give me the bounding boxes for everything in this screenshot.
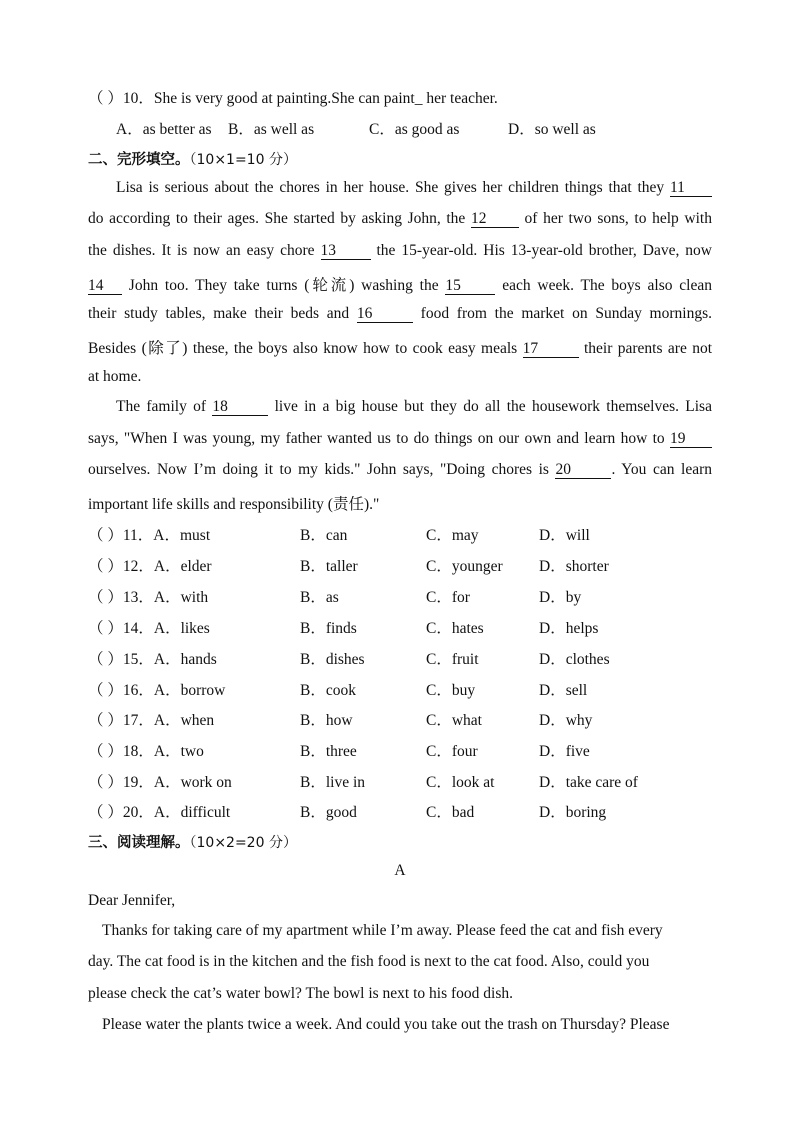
question-row-11 (88, 523, 728, 543)
question-row-17 (88, 708, 728, 728)
q10-option-c: C．as good as (369, 121, 460, 138)
cloze-text: their study tables, make their beds and (88, 305, 357, 322)
blank-15: 15 (445, 278, 495, 295)
section-3-heading (88, 831, 297, 852)
option-d: D．clothes (539, 651, 610, 668)
blank-12: 12 (471, 211, 519, 228)
option-c: C．what (426, 712, 482, 729)
option-d: D．helps (539, 620, 599, 637)
option-c: C．younger (426, 558, 503, 575)
question-10-text: （ ）10．She is very good at painting.She can paint_ her teacher. (88, 90, 498, 107)
option-c: C．may (426, 527, 479, 544)
cloze-line-2 (88, 210, 712, 228)
question-row-18 (88, 739, 728, 759)
question-number: （ ）13．A．with (88, 589, 209, 606)
letter-line-2: day. The cat food is in the kitchen and the fish food is next to the cat food. Also, could you (88, 953, 650, 970)
letter-line-3: please check the cat’s water bowl? The bowl is next to his food dish. (88, 985, 513, 1002)
blank-13: 13 (321, 243, 371, 260)
cloze-text: ourselves. Now I’m doing it to my kids." John says, "Doing chores is (88, 461, 556, 478)
question-row-13 (88, 585, 728, 605)
section-2-score: （10×1=10 分） (189, 152, 297, 168)
cloze-text: John too. They take turns (轮流) washing the (122, 277, 446, 294)
passage-label: A (394, 862, 406, 879)
option-d: D．will (539, 527, 590, 544)
cloze-line-7 (88, 368, 141, 386)
cloze-line-6 (88, 336, 712, 358)
option-c: C．for (426, 589, 470, 606)
question-number: （ ）11．A．must (88, 527, 211, 544)
blank-17: 17 (523, 341, 579, 358)
option-b: B．dishes (300, 651, 365, 668)
option-b: B．can (300, 527, 348, 544)
question-row-14 (88, 616, 728, 636)
question-row-15 (88, 647, 728, 667)
option-c: C．four (426, 743, 478, 760)
option-b: B．taller (300, 558, 358, 575)
q10-option-b: B．as well as (228, 121, 315, 138)
cloze-text: their parents are not (578, 340, 713, 357)
question-row-16 (88, 678, 728, 698)
cloze-text: important life skills and responsibility (责任)." (88, 496, 380, 513)
option-b: B．cook (300, 682, 356, 699)
blank-19: 19 (670, 431, 712, 448)
question-row-20 (88, 800, 728, 820)
letter-line-1: Thanks for taking care of my apartment while I’m away. Please feed the cat and fish every (102, 922, 663, 939)
cloze-text: food from the market on Sunday mornings. (412, 305, 712, 322)
option-d: D．boring (539, 804, 607, 821)
section-2-title: 二、完形填空。 (88, 152, 190, 168)
cloze-text: The family of (116, 398, 213, 415)
option-d: D．take care of (539, 774, 638, 791)
question-row-12 (88, 554, 728, 574)
letter-line-4: Please water the plants twice a week. And could you take out the trash on Thursday? Please (102, 1016, 670, 1033)
option-b: B．how (300, 712, 353, 729)
cloze-text: . You can learn (611, 461, 712, 478)
option-b: B．three (300, 743, 357, 760)
cloze-text: Besides (除了) these, the boys also know how to cook easy meals (88, 340, 523, 357)
option-b: B．live in (300, 774, 366, 791)
cloze-line-11 (88, 492, 379, 514)
option-b: B．as (300, 589, 339, 606)
option-d: D．sell (539, 682, 588, 699)
option-d: D．why (539, 712, 593, 729)
section-3-title: 三、阅读理解。 (88, 835, 190, 851)
question-number: （ ）12．A．elder (88, 558, 212, 575)
option-d: D．shorter (539, 558, 609, 575)
option-c: C．look at (426, 774, 495, 791)
q10-option-d: D．so well as (508, 121, 596, 138)
cloze-line-3 (88, 242, 712, 260)
question-number: （ ）16．A．borrow (88, 682, 226, 699)
option-b: B．finds (300, 620, 357, 637)
section-3-score: （10×2=20 分） (189, 835, 297, 851)
section-2-heading (88, 148, 297, 169)
question-row-19 (88, 770, 728, 790)
cloze-text: says, "When I was young, my father wanted us to do things on our own and learn how to (88, 430, 670, 447)
cloze-line-4 (88, 273, 712, 295)
question-number: （ ）18．A．two (88, 743, 204, 760)
question-number: （ ）20．A．difficult (88, 804, 231, 821)
cloze-text: at home. (88, 368, 142, 385)
cloze-text: of her two sons, to help with (518, 210, 712, 227)
blank-20: 20 (555, 462, 611, 479)
cloze-text: Lisa is serious about the chores in her house. She gives her children things that they (116, 179, 670, 196)
question-10-stem (88, 86, 498, 108)
cloze-line-9 (88, 430, 712, 448)
q10-option-a: A．as better as (116, 121, 212, 138)
cloze-text: each week. The boys also clean (495, 277, 712, 294)
option-c: C．hates (426, 620, 484, 637)
question-number: （ ）15．A．hands (88, 651, 217, 668)
blank-14: 14 (88, 278, 122, 295)
option-d: D．by (539, 589, 582, 606)
option-d: D．five (539, 743, 590, 760)
cloze-text: live in a big house but they do all the housework themselves. Lisa (268, 398, 712, 415)
cloze-line-10 (88, 461, 712, 479)
cloze-line-5 (88, 305, 712, 323)
letter-greeting: Dear Jennifer, (88, 892, 176, 909)
option-b: B．good (300, 804, 357, 821)
option-c: C．bad (426, 804, 475, 821)
cloze-text: the 15-year-old. His 13-year-old brother, Dave, now (370, 242, 713, 259)
option-c: C．fruit (426, 651, 479, 668)
question-number: （ ）14．A．likes (88, 620, 210, 637)
blank-18: 18 (212, 399, 268, 416)
question-number: （ ）19．A．work on (88, 774, 232, 791)
question-number: （ ）17．A．when (88, 712, 215, 729)
cloze-line-8 (116, 398, 712, 416)
blank-11: 11 (670, 180, 712, 197)
blank-16: 16 (357, 306, 413, 323)
cloze-text: the dishes. It is now an easy chore (88, 242, 321, 259)
cloze-text: do according to their ages. She started by asking John, the (88, 210, 471, 227)
cloze-line-1 (116, 179, 712, 197)
option-c: C．buy (426, 682, 476, 699)
